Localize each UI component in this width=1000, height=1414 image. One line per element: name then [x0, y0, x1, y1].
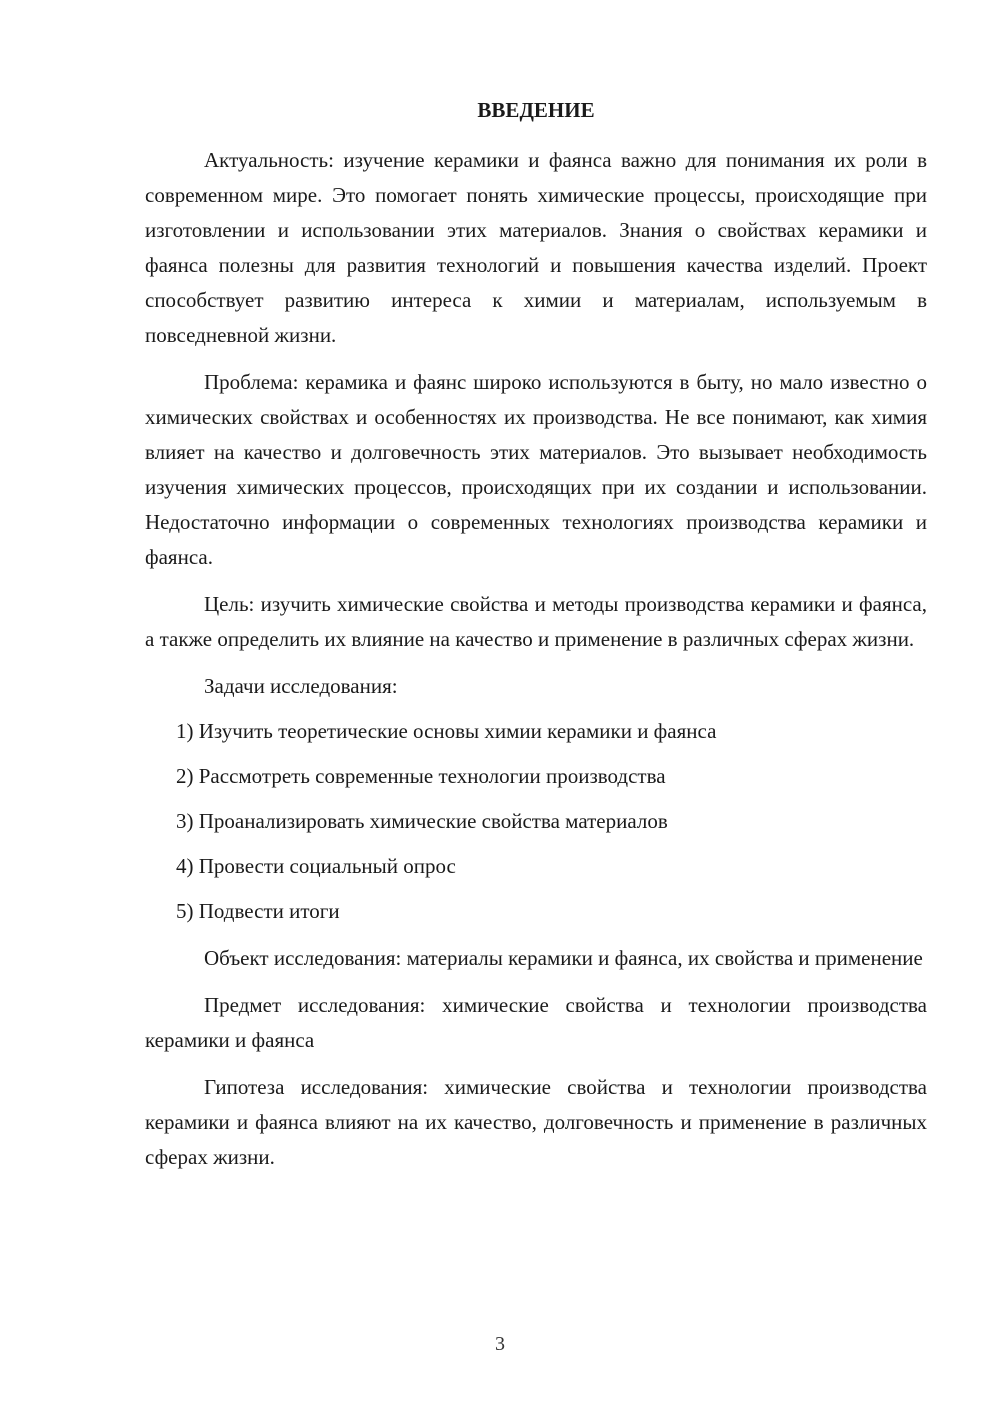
relevance-paragraph: Актуальность: изучение керамики и фаянса важно для понимания их роли в современном мире. Это помогает понять химические процессы, происходящие при изготовлении и использовании этих материалов. Знания о свойствах керамики и фаянса полезны для развития технологий и повышения качества изделий. Проект способствует развитию интереса к химии и материалам, используемым в повседневной жизни. — [145, 148, 927, 347]
goal-paragraph: Цель: изучить химические свойства и методы производства керамики и фаянса, а также определить их влияние на качество и применение в различных сферах жизни. — [145, 592, 927, 651]
hypothesis-paragraph: Гипотеза исследования: химические свойства и технологии производства керамики и фаянса влияют на их качество, долговечность и применение в различных сферах жизни. — [145, 1075, 927, 1169]
list-item: 3) Проанализировать химические свойства материалов — [176, 809, 668, 833]
list-item: 2) Рассмотреть современные технологии производства — [176, 764, 666, 788]
list-item: 1) Изучить теоретические основы химии керамики и фаянса — [176, 719, 717, 743]
page-title: ВВЕДЕНИЕ — [477, 98, 595, 122]
tasks-list — [145, 714, 927, 929]
list-item: 4) Провести социальный опрос — [176, 854, 456, 878]
page-number: 3 — [495, 1333, 505, 1355]
tasks-heading: Задачи исследования: — [204, 674, 398, 698]
problem-paragraph: Проблема: керамика и фаянс широко используются в быту, но мало известно о химических свойствах и особенностях их производства. Не все понимают, как химия влияет на качество и долговечность этих материалов. Это вызывает необходимость изучения химических процессов, происходящих при их создании и использовании. Недостаточно информации о современных технологиях производства керамики и фаянса. — [145, 370, 927, 569]
document-body — [145, 94, 927, 1187]
subject-paragraph: Предмет исследования: химические свойства и технологии производства керамики и фаянса — [145, 993, 927, 1052]
object-paragraph: Объект исследования: материалы керамики и фаянса, их свойства и применение — [204, 946, 923, 970]
list-item: 5) Подвести итоги — [176, 899, 340, 923]
